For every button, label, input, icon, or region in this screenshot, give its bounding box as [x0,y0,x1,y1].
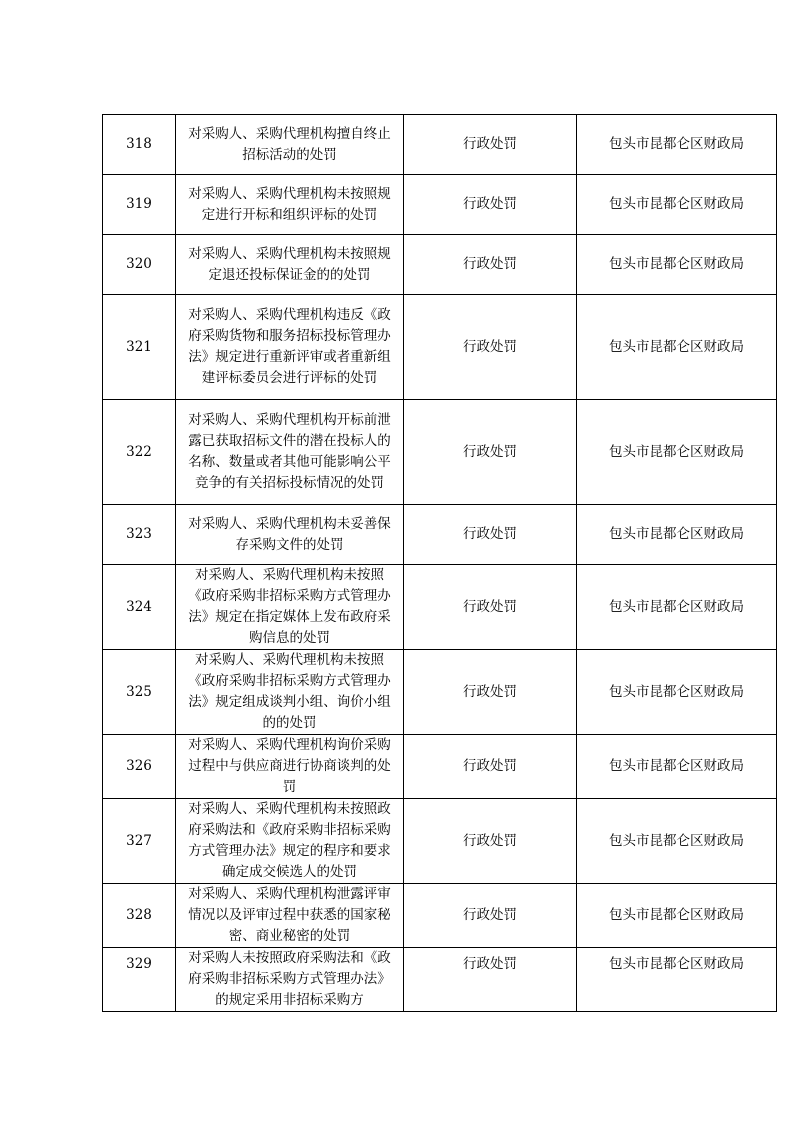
row-number: 328 [103,884,176,948]
table-row [103,650,777,735]
department: 包头市昆都仑区财政局 [577,884,777,948]
penalty-type: 行政处罚 [404,295,577,400]
item-name: 对采购人、采购代理机构擅自终止招标活动的处罚 [176,115,404,175]
penalty-table [102,114,777,1012]
item-name: 对采购人、采购代理机构泄露评审情况以及评审过程中获悉的国家秘密、商业秘密的处罚 [176,884,404,948]
item-name: 对采购人、采购代理机构询价采购过程中与供应商进行协商谈判的处罚 [176,735,404,799]
row-number: 323 [103,505,176,565]
department: 包头市昆都仑区财政局 [577,115,777,175]
row-number: 320 [103,235,176,295]
row-number: 318 [103,115,176,175]
department: 包头市昆都仑区财政局 [577,400,777,505]
penalty-type: 行政处罚 [404,884,577,948]
item-name: 对采购人、采购代理机构未按照《政府采购非招标采购方式管理办法》规定组成谈判小组、询价小组的的处罚 [176,650,404,735]
department: 包头市昆都仑区财政局 [577,735,777,799]
table-row [103,295,777,400]
table-row [103,884,777,948]
row-number: 326 [103,735,176,799]
row-number: 319 [103,175,176,235]
penalty-type: 行政处罚 [404,799,577,884]
item-name: 对采购人、采购代理机构未按照规定进行开标和组织评标的处罚 [176,175,404,235]
penalty-type: 行政处罚 [404,115,577,175]
department: 包头市昆都仑区财政局 [577,565,777,650]
item-name: 对采购人未按照政府采购法和《政府采购非招标采购方式管理办法》的规定采用非招标采购方 [176,948,404,1012]
item-name: 对采购人、采购代理机构未妥善保存采购文件的处罚 [176,505,404,565]
item-name: 对采购人、采购代理机构未按照《政府采购非招标采购方式管理办法》规定在指定媒体上发布政府采购信息的处罚 [176,565,404,650]
department: 包头市昆都仑区财政局 [577,175,777,235]
row-number: 325 [103,650,176,735]
row-number: 324 [103,565,176,650]
row-number: 327 [103,799,176,884]
department: 包头市昆都仑区财政局 [577,948,777,1012]
penalty-type: 行政处罚 [404,175,577,235]
table-row [103,235,777,295]
row-number: 322 [103,400,176,505]
row-number: 321 [103,295,176,400]
table-row [103,948,777,1012]
row-number: 329 [103,948,176,1012]
department: 包头市昆都仑区财政局 [577,505,777,565]
table-row [103,799,777,884]
department: 包头市昆都仑区财政局 [577,295,777,400]
penalty-type: 行政处罚 [404,565,577,650]
table-row [103,400,777,505]
table-row [103,175,777,235]
penalty-type: 行政处罚 [404,735,577,799]
department: 包头市昆都仑区财政局 [577,799,777,884]
penalty-type: 行政处罚 [404,948,577,1012]
table-row [103,115,777,175]
item-name: 对采购人、采购代理机构违反《政府采购货物和服务招标投标管理办法》规定进行重新评审或者重新组建评标委员会进行评标的处罚 [176,295,404,400]
penalty-type: 行政处罚 [404,650,577,735]
penalty-type: 行政处罚 [404,235,577,295]
table-row [103,735,777,799]
item-name: 对采购人、采购代理机构未按照规定退还投标保证金的的处罚 [176,235,404,295]
item-name: 对采购人、采购代理机构开标前泄露已获取招标文件的潜在投标人的名称、数量或者其他可能影响公平竞争的有关招标投标情况的处罚 [176,400,404,505]
item-name: 对采购人、采购代理机构未按照政府采购法和《政府采购非招标采购方式管理办法》规定的程序和要求确定成交候选人的处罚 [176,799,404,884]
department: 包头市昆都仑区财政局 [577,235,777,295]
penalty-type: 行政处罚 [404,505,577,565]
table-row [103,565,777,650]
table-row [103,505,777,565]
penalty-type: 行政处罚 [404,400,577,505]
department: 包头市昆都仑区财政局 [577,650,777,735]
